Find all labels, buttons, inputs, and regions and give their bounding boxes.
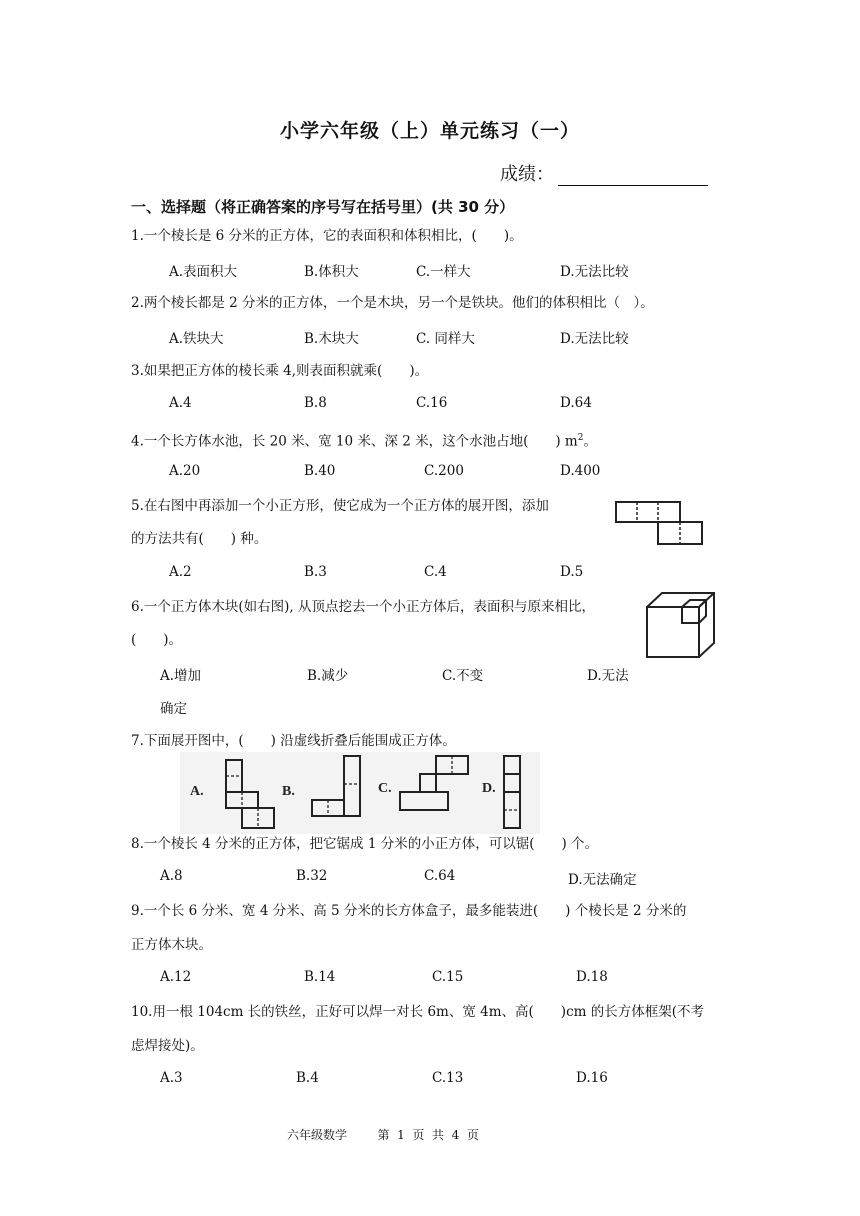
q9-option-c: C.15 (432, 969, 464, 985)
page-title: 小学六年级（上）单元练习（一） (279, 120, 580, 142)
q6-option-d-wrap: 确定 (160, 701, 187, 717)
q3-option-b: B.8 (304, 395, 327, 411)
question-8: 8.一个棱长 4 分米的正方体，把它锯成 1 分米的小正方体，可以锯( ) 个。 (131, 836, 599, 852)
question-4 (131, 422, 597, 458)
question-2: 2.两个棱长都是 2 分米的正方体，一个是木块，另一个是铁块。他们的体积相比（ ）。 (131, 295, 654, 311)
question-5-line-1: 5.在右图中再添加一个小正方形，使它成为一个正方体的展开图，添加 (131, 498, 549, 514)
score-blank (558, 167, 708, 186)
q1-option-a: A.表面积大 (169, 264, 238, 280)
q7-label-b: B. (282, 784, 295, 799)
q2-option-b: B.木块大 (304, 331, 359, 347)
q6-option-a: A.增加 (160, 668, 202, 684)
q7-label-c: C. (378, 781, 392, 796)
q1-option-b: B.体积大 (304, 264, 359, 280)
q7-label-d: D. (482, 781, 496, 796)
score-field (500, 160, 708, 186)
q4-stem-end: 。 (583, 433, 597, 450)
q6-option-c: C.不变 (442, 668, 484, 684)
q4-stem: 4.一个长方体水池，长 20 米、宽 10 米、深 2 米，这个水池占地( ) m (131, 433, 578, 450)
q9-option-b: B.14 (304, 969, 336, 985)
score-label: 成绩： (500, 164, 554, 185)
page-footer: 六年级数学 第 1 页 共 4 页 (287, 1128, 479, 1142)
q1-option-c: C.一样大 (416, 264, 471, 280)
q4-option-c: C.200 (424, 463, 464, 479)
q10-option-d: D.16 (576, 1070, 608, 1086)
question-6-line-1: 6.一个正方体木块(如右图), 从顶点挖去一个小正方体后，表面积与原来相比， (131, 599, 595, 615)
question-10-line-1: 10.用一根 104cm 长的铁丝，正好可以焊一对长 6m、宽 4m、高( )cm 的长方体框架(不考 (131, 1004, 704, 1020)
net-figure-q5 (614, 500, 704, 548)
question-5-line-2: 的方法共有( ) 种。 (131, 531, 268, 547)
q9-option-a: A.12 (160, 969, 192, 985)
question-7: 7.下面展开图中，( ) 沿虚线折叠后能围成正方体。 (131, 733, 456, 749)
q5-option-b: B.3 (304, 564, 327, 580)
question-6-line-2: ( )。 (131, 632, 183, 648)
question-9-line-2: 正方体木块。 (131, 937, 212, 953)
q6-option-d: D.无法 (587, 668, 629, 684)
q5-option-a: A.2 (169, 564, 192, 580)
q8-option-d: D.无法确定 (568, 872, 637, 888)
q6-option-b: B.减少 (307, 668, 349, 684)
q1-option-d: D.无法比较 (560, 264, 629, 280)
q9-option-d: D.18 (576, 969, 608, 985)
q4-option-a: A.20 (169, 463, 201, 479)
q5-option-d: D.5 (560, 564, 584, 580)
question-3: 3.如果把正方体的棱长乘 4,则表面积就乘( )。 (131, 363, 429, 379)
question-1: 1.一个棱长是 6 分米的正方体，它的表面积和体积相比，( )。 (131, 228, 523, 244)
q2-option-d: D.无法比较 (560, 331, 629, 347)
q10-option-a: A.3 (160, 1070, 183, 1086)
q3-option-d: D.64 (560, 395, 592, 411)
q4-option-d: D.400 (560, 463, 601, 479)
q3-option-a: A.4 (169, 395, 192, 411)
question-10-line-2: 虑焊接处)。 (131, 1038, 204, 1054)
q3-option-c: C.16 (416, 395, 448, 411)
q2-option-a: A.铁块大 (169, 331, 224, 347)
q2-option-c: C. 同样大 (416, 331, 475, 347)
cube-figure-q6 (644, 590, 716, 660)
q8-option-c: C.64 (424, 868, 456, 884)
q5-option-c: C.4 (424, 564, 447, 580)
q4-option-b: B.40 (304, 463, 336, 479)
q7-label-a: A. (190, 784, 204, 799)
q7-nets-figure (180, 752, 540, 834)
section-heading: 一、选择题（将正确答案的序号写在括号里）(共 30 分） (131, 198, 515, 216)
q4-superscript: 2 (577, 433, 584, 443)
question-9-line-1: 9.一个长 6 分米、宽 4 分米、高 5 分米的长方体盒子，最多能装进( ) 个棱长是 2 分米的 (131, 903, 687, 919)
q8-option-b: B.32 (296, 868, 328, 884)
q8-option-a: A.8 (160, 868, 183, 884)
q10-option-c: C.13 (432, 1070, 464, 1086)
q10-option-b: B.4 (296, 1070, 319, 1086)
